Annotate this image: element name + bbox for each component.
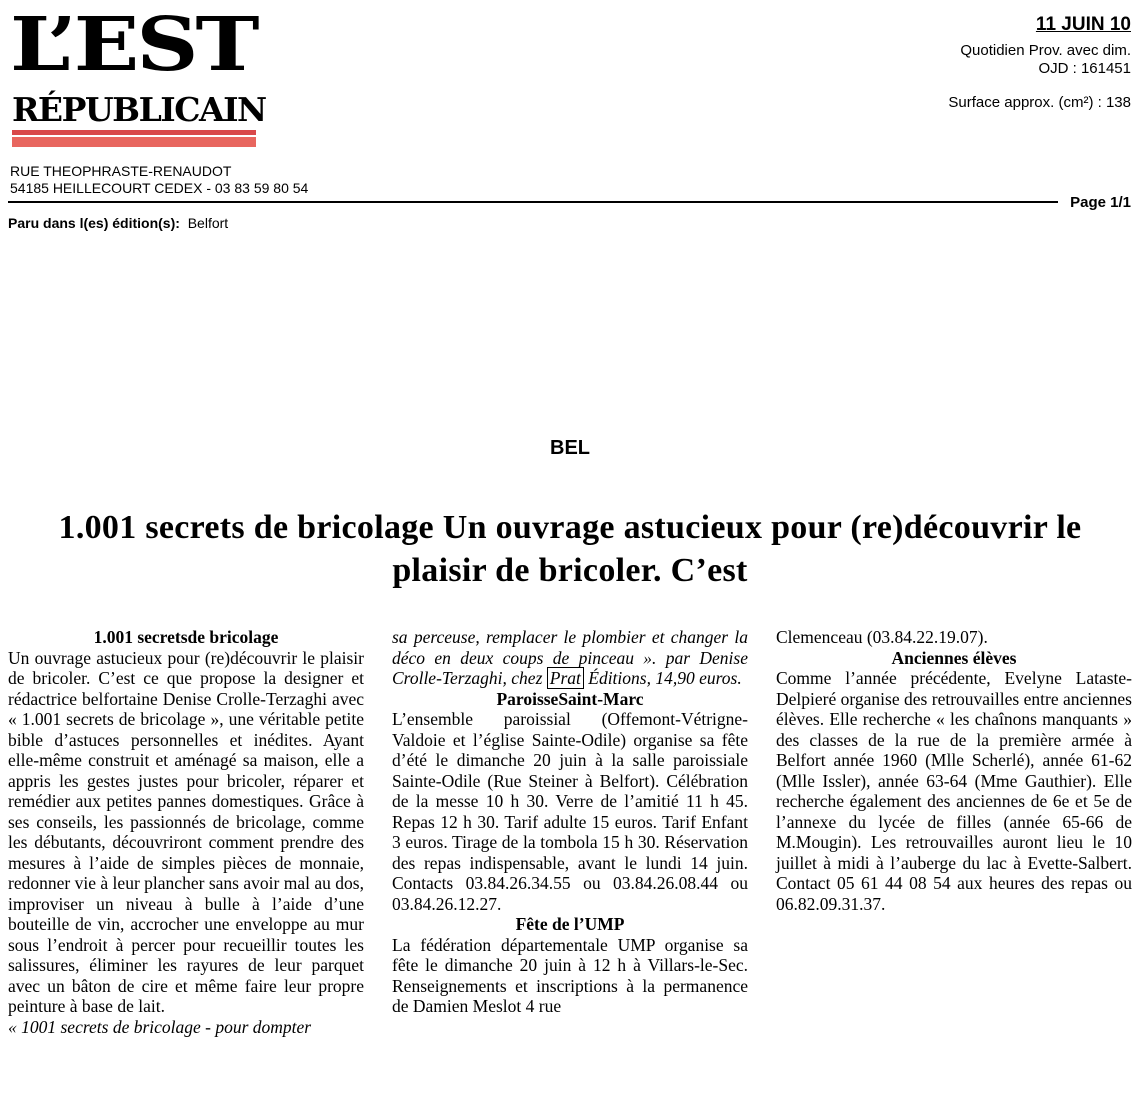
- column-3-body-start: Clemenceau (03.84.22.19.07).: [776, 627, 988, 647]
- article-column-3: [776, 627, 1132, 914]
- header-divider: [8, 201, 1058, 203]
- editions-label: Paru dans l(es) édition(s):: [8, 215, 180, 231]
- column-2-subhead-2: Fête de l’UMP: [515, 914, 625, 934]
- editions-value: Belfort: [187, 215, 229, 231]
- periodicity-label: Quotidien Prov. avec dim.: [960, 42, 1131, 59]
- editions-line: [8, 215, 228, 231]
- column-2-body-2: La fédération départementale UMP organise sa fête le dimanche 20 juin à 12 h à Villars-le-Sec. Renseignements et inscriptions à la permanence de Damien Meslot 4 rue: [392, 934, 748, 1016]
- column-1-body: Un ouvrage astucieux pour (re)découvrir le plaisir de bricoler. C’est ce que propose la designer et rédactrice belfortaine Denise Crolle-Terzaghi avec « 1.001 secrets de bricolage », une véritable petite bible d’astuces personnelles et inédites. Ayant elle-même construit et aménagé sa maison, elle a appris les gestes justes pour bricoler, réparer et remédier aux petites pannes domestiques. Grâce à ses conseils, les passionnés de bricolage, comme les débutants, découvriront comment prendre des mesures à l’aide de simples pièces de monnaie, redonner vie à leur plancher sans avoir mal au dos, improviser un niveau à bulle à l’aide d’une bouteille de vin, accrocher une enveloppe au mur sous l’endroit à percer pour recueillir toutes les salissures, éliminer les rayures de leur parquet avec un bâton de cire et même faire leur propre peinture à base de lait.: [8, 647, 364, 1016]
- publication-date: 11 JUIN 10: [1035, 14, 1131, 35]
- article-column-1: [8, 627, 364, 1037]
- newspaper-logo-subtitle: RÉPUBLICAIN: [12, 90, 266, 129]
- ojd-label: OJD : 161451: [1038, 60, 1131, 77]
- publisher-price: Éditions, 14,90 euros.: [588, 668, 742, 688]
- logo-stripe-bottom: [12, 137, 256, 147]
- book-quote-text: sa perceuse, remplacer le plombier et changer la déco en deux coups de pinceau ». par Denise Crolle-Terzaghi, chez: [392, 627, 748, 688]
- publisher-name-boxed: Prat: [547, 667, 584, 689]
- column-3-subhead: Anciennes élèves: [891, 647, 1017, 668]
- column-1-subhead: 1.001 secretsde bricolage: [93, 627, 279, 647]
- column-3-body: Comme l’année précédente, Evelyne Lataste-Delpieré organise des retrouvailles entre anciennes élèves. Elle recherche « les chaînons manquants » des classes de la rue de la première armée à Belfort année 1960 (Mlle Scherlé), année 61-62 (Mlle Issler), année 63-64 (Mme Gauthier). Elle recherche également des anciennes de 6e et 5e de l’annexe du lycée de filles (année 65-66 de M.Mougin). Les retrouvailles auront lieu le 10 juillet à midi à l’auberge du lac à Evette-Salbert. Contact 05 61 44 08 54 aux heures des repas ou 06.82.09.31.37.: [776, 668, 1132, 914]
- article-headline: 1.001 secrets de bricolage Un ouvrage astucieux pour (re)découvrir le plaisir de bricoler. C’est: [58, 509, 1082, 589]
- section-code: BEL: [550, 437, 590, 459]
- book-quote-end: [392, 627, 748, 689]
- article-column-2: [392, 627, 748, 1017]
- newspaper-logo-title: L’EST: [10, 1, 257, 88]
- surface-label: Surface approx. (cm²) : 138: [948, 94, 1131, 111]
- column-2-subhead-1: ParoisseSaint-Marc: [496, 688, 644, 709]
- book-quote-start: « 1001 secrets de bricolage - pour dompter: [8, 1016, 312, 1037]
- publisher-city-phone: 54185 HEILLECOURT CEDEX - 03 83 59 80 54: [10, 180, 309, 196]
- logo-stripe-top: [12, 130, 256, 135]
- column-2-body-1: L’ensemble paroissial (Offemont-Vétrigne-Valdoie et l’église Sainte-Odile) organise sa fête d’été le dimanche 20 juin à la salle paroissiale Sainte-Odile (Rue Steiner à Belfort). Célébration de la messe 10 h 30. Verre de l’amitié 11 h 45. Repas 12 h 30. Tarif adulte 15 euros. Tarif Enfant 3 euros. Tirage de la tombola 15 h 30. Réservation des repas indispensable, avant le lundi 14 juin. Contacts 03.84.26.34.55 ou 03.84.26.08.44 ou 03.84.26.12.27.: [392, 709, 748, 914]
- publisher-street: RUE THEOPHRASTE-RENAUDOT: [10, 163, 232, 179]
- page-indicator: Page 1/1: [1070, 194, 1131, 211]
